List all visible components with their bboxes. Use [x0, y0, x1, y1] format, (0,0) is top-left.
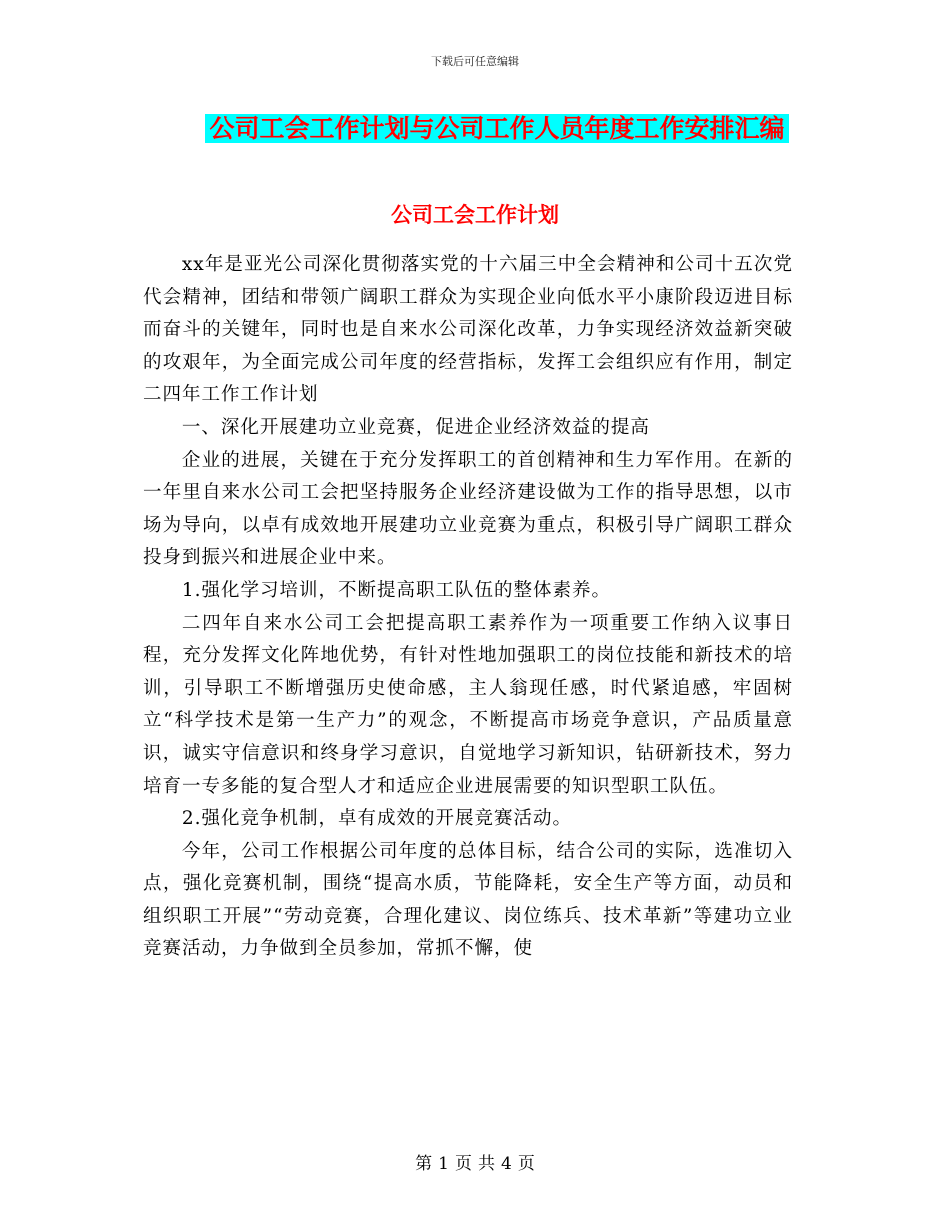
footer-total-prefix: 共	[478, 1154, 495, 1174]
page-footer	[0, 1153, 950, 1175]
document-body	[143, 249, 793, 966]
document-title-text: 公司工会工作计划与公司工作人员年度工作安排汇编	[205, 114, 788, 143]
footer-page-unit: 页	[455, 1154, 472, 1174]
paragraph-subheading: 2.强化竞争机制，卓有成效的开展竞赛活动。	[181, 808, 572, 830]
footer-prefix: 第	[415, 1154, 433, 1174]
paragraph: 二四年自来水公司工会把提高职工素养作为一项重要工作纳入议事日程，充分发挥文化阵地优势，有针对性地加强职工的岗位技能和新技术的培训，引导职工不断增强历史使命感，主人翁现任感，时代紧追感，牢固树立“科学技术是第一生产力”的观念，不断提高市场竞争意识，产品质量意识，诚实守信意识和终身学习意识，自觉地学习新知识，钻研新技术，努力培育一专多能的复合型人才和适应企业进展需要的知识型职工队伍。	[143, 612, 793, 797]
paragraph-subheading: 1.强化学习培训，不断提高职工队伍的整体素养。	[181, 579, 611, 601]
document-title	[0, 112, 950, 146]
footer-page-number: 1	[438, 1154, 449, 1174]
paragraph: xx年是亚光公司深化贯彻落实党的十六届三中全会精神和公司十五次党代会精神，团结和带领广阔职工群众为实现企业向低水平小康阶段迈进目标而奋斗的关键年，同时也是自来水公司深化改革，力争实现经济效益新突破的攻艰年，为全面完成公司年度的经营指标，发挥工会组织应有作用，制定二四年工作工作计划	[143, 254, 793, 406]
paragraph: 企业的进展，关键在于充分发挥职工的首创精神和生力军作用。在新的一年里自来水公司工会把坚持服务企业经济建设做为工作的指导思想，以市场为导向，以卓有成效地开展建功立业竞赛为重点，积极引导广阔职工群众投身到振兴和进展企业中来。	[143, 449, 793, 569]
footer-total-pages: 4	[501, 1154, 512, 1174]
page-header-note: 下载后可任意编辑	[431, 55, 519, 68]
paragraph-heading: 一、深化开展建功立业竞赛，促进企业经济效益的提高	[181, 416, 650, 438]
paragraph: 今年，公司工作根据公司年度的总体目标，结合公司的实际，选准切入点，强化竞赛机制，围绕“提高水质，节能降耗，安全生产等方面，动员和组织职工开展”“劳动竞赛，合理化建议、岗位练兵、技术革新”等建功立业竞赛活动，力争做到全员参加，常抓不懈，使	[143, 840, 793, 960]
footer-total-unit: 页	[517, 1154, 535, 1174]
section-title: 公司工会工作计划	[391, 203, 559, 227]
